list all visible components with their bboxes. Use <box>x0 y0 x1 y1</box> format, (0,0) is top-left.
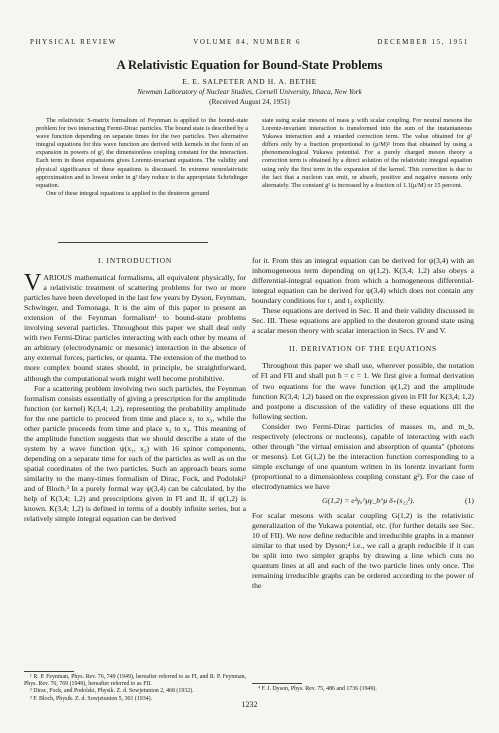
journal-name: PHYSICAL REVIEW <box>30 38 117 46</box>
page-number: 1232 <box>241 700 258 709</box>
abstract-paragraph: The relativistic S-matrix formalism of Feynman is applied to the bound-state problem for two interacting Fermi-Dirac particles. The bound state is described by a wave function depending on separate times for the two particles. Two alternative integral equations for this wave function are derived with kernels in the form of an expansion in powers of g², the dimensionless coupling constant for the interaction. Each term in these expansions gives Lorentz-invariant equations. The validity and physical significance of these equations is discussed. In extreme nonrelativistic approximation and to lowest order in g² they reduce to the appropriate Schrödinger equation. <box>36 117 248 189</box>
left-text-column <box>24 256 246 524</box>
footnote: ¹ R. P. Feynman, Phys. Rev. 76, 749 (1949), hereafter referred to as FI, and R. P. Feynman, Phys. Rev. 76, 769 (1949), hereafter referred to as FII. <box>24 674 246 688</box>
volume-number: VOLUME 84, NUMBER 6 <box>193 38 302 46</box>
section-heading-derivation: II. DERIVATION OF THE EQUATIONS <box>289 344 437 354</box>
abstract-divider <box>58 242 208 243</box>
footnotes-right <box>252 686 474 693</box>
drop-cap: V <box>24 270 42 297</box>
paper-authors: E. E. SALPETER AND H. A. BETHE <box>182 77 317 86</box>
body-paragraph: for it. From this an integral equation can be derived for ψ(3,4) with an inhomogeneous term depending on ψ(1,2). K(3,4; 1,2) also obeys a differential-integral equation from which a homogeneous differential-integral equation can be derived for ψ(3,4) which does not contain any boundary conditions for t₁ and t₂ explicitly. <box>252 256 474 306</box>
body-paragraph: These equations are derived in Sec. II and their validity discussed in Sec. III. These equations are applied to the deuteron ground state using a scalar meson theory with scalar interaction in Secs. IV and V. <box>252 306 474 336</box>
body-paragraph: Consider two Fermi-Dirac particles of masses mₐ and m_b, respectively (electrons or nucleons), capable of interacting with each other through "the virtual emission and absorption of quanta" (photons or mesons). Let G(1,2) be the interaction function corresponding to a simple exchange of one quantum written in its lorentz invariant form (proportional to a dimensionless coupling constant g²). For the case of electrodynamics we have <box>252 421 474 491</box>
equation-number: (1) <box>465 496 474 506</box>
footnote: ³ F. Bloch, Physik. Z. d. Sowjetunion 5, 301 (1934). <box>30 695 153 702</box>
intro-paragraph-text: ARIOUS mathematical formalisms, all equivalent physically, for a relativistic treatment of scattering problems for two or more particles have been developed in the last few years by Dyson, Feynman, Schwinger, and Tomonaga. It is the aim of this paper to present an extension of the Feynman formalism¹ to bound-state problems involving several particles. Throughout this paper we shall deal only with two Fermi-Dirac particles interacting with each other by means of an arbitrary (electrodynamic or mesonic) interaction in the absence of any external forces, particles, or quanta. The extension of the method to more complex bound states should, in principle, be straightforward, although the computational work might well become prohibitive. <box>24 273 246 383</box>
paper-title: A Relativistic Equation for Bound-State Problems <box>116 58 383 72</box>
section-heading-introduction: I. INTRODUCTION <box>98 256 172 265</box>
footnotes-left <box>24 674 246 703</box>
received-date: (Received August 24, 1951) <box>209 98 290 106</box>
body-paragraph: Throughout this paper we shall use, wherever possible, the notation of FI and FII and shall put ħ = c = 1. We first give a formal derivation of two equations for the wave function ψ(1,2) and the amplitude function K(3,4; 1,2) based on the expression given in FII for K(3,4; 1,2) and postpone a discussion of the validity of these equations till the following section. <box>252 361 474 421</box>
issue-date: DECEMBER 15, 1951 <box>377 38 469 46</box>
abstract-paragraph: state using scalar mesons of mass μ with scalar coupling. For neutral mesons the Lorentz-invariant interaction is transformed into the sum of the instantaneous Yukawa interaction and a retarded correction term. The value obtained for g² differs only by a fraction proportional to (μ/M)² from that obtained by using a phenomenological Yukawa potential. For a purely charged meson theory a correction term is obtained by a direct solution of the relativistic integral equation using only the first term in the expansion of the kernel. This correction is due to the fact that a nucleon can emit, or absorb, positive and negative mesons only alternately. The constant g² is increased by a fraction of 1.1(μ/M) or 15 percent. <box>262 117 472 189</box>
footnote: ⁴ F. J. Dyson, Phys. Rev. 75, 486 and 1736 (1949). <box>258 686 377 692</box>
equation-1 <box>252 496 474 506</box>
abstract-left-column <box>36 117 248 198</box>
body-paragraph: For scalar mesons with scalar coupling G(1,2) is the relativistic generalization of the Yukawa potential, etc. (for further details see Sec. 10 of FII). We now define reducible and irreducible graphs in a manner similar to that used by Dyson;⁴ i.e., we call a graph reducible if it can be split into two simpler graphs by drawing a line which cuts no quantum lines at all and each of the two particle lines only once. The remaining irreducible graphs can be ordered according to the power of the <box>252 511 474 591</box>
abstract-right-column <box>262 117 472 190</box>
footnote: ² Dirac, Fock, and Podolski, Physik. Z. d. Sowjetunion 2, 468 (1932). <box>30 688 194 695</box>
running-head <box>30 38 469 46</box>
abstract-paragraph: One of these integral equations is applied to the deuteron ground <box>46 189 209 197</box>
footnote-rule <box>252 683 302 684</box>
equation-text: G(1,2) = e²γₐ^μγ_b^μ δ₊(s₁₂²). <box>322 496 415 506</box>
footnote-rule <box>24 671 74 672</box>
right-text-column <box>252 256 474 591</box>
author-affiliation: Newman Laboratory of Nuclear Studies, Cornell University, Ithaca, New York <box>137 88 362 96</box>
body-paragraph: For a scattering problem involving two such particles, the Feynman formalism consists essentially of giving a prescription for the amplitude function (or kernel) K(3,4; 1,2), representing the probability amplitude for the one particle to proceed from time and place x₁ to x₃, while the other particle proceeds from time and place x₂ to x₄. This meaning of the amplitude function suggests that we should describe a state of the system by a wave function ψ(x₁, x₂) with 16 spinor components, depending on a separate time for each of the particles as well as on the spatial coordinates of the two particles. Such an approach bears some similarity to the many-times formalism of Dirac, Fock, and Podolski² and of Bloch.³ In a purely formal way ψ(3,4) can be calculated, by the help of K(3,4; 1,2) and prescriptions given in FI and II, if ψ(1,2) is known. K(3,4; 1,2) is defined in terms of a doubly infinite series, but a relatively simple integral equation can be derived <box>24 383 246 524</box>
intro-paragraph <box>24 270 246 384</box>
